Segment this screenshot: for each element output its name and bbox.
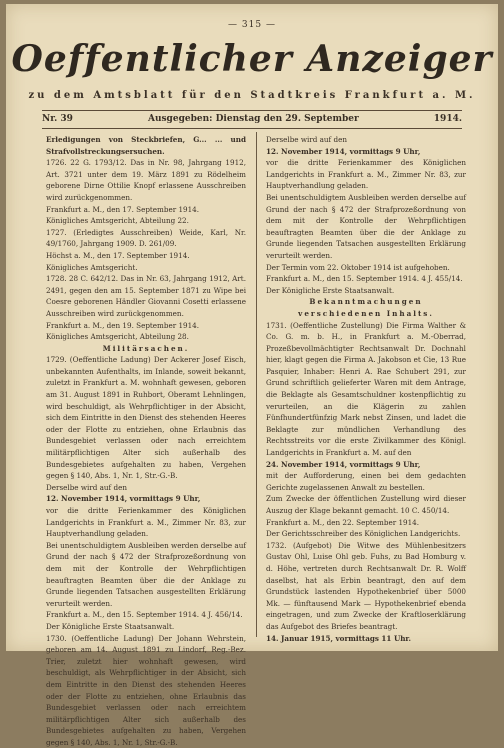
notice-paragraph: 1726. 22 G. 1793/12. Das in Nr. 98, Jahrgang 1912, Art. 3721 unter dem 19. März 1891 zu Rödelheim geborene Dirne Ottilie Knopf erlassene Ausschreiben wird zurückgenommen. — [46, 158, 246, 202]
notice-paragraph: 1729. (Oeffentliche Ladung) Der Ackerer Josef Eisch, unbekannten Aufenthalts, im Inlande, soweit bekannt, zuletzt in Frankfurt a. M. wohnhaft gewesen, geboren am 31. August 1891 in Ruhbort, Oberamt Lehnlingen, wird beschuldigt, als Wehrpflichtiger in der Absicht, sich dem Eintritte in den Dienst des stehenden Heeres oder der Flotte zu entziehen, ohne Erlaubnis das Bundesgebiet verlassen oder nach erreichtem militärpflichtigen Alter sich außerhalb des Bundesgebietes aufgehalten zu haben, Vergehen gegen § 140, Abs. 1, Nr. 1, Str.-G.-B. — [46, 355, 246, 481]
notice-paragraph: Erledigungen von Steckbriefen, G... ... und Strafvollstreckungsersuchen. — [46, 135, 246, 156]
notice-paragraph: Frankfurt a. M., den 15. September 1914. 4 J. 456/14. — [46, 610, 243, 620]
issue-number: Nr. 39 — [42, 114, 73, 124]
notice-paragraph: 12. November 1914, vormittags 9 Uhr, — [46, 494, 201, 504]
notice-paragraph: Königliches Amtsgericht. — [46, 262, 138, 272]
notice-paragraph: vor die dritte Ferienkammer des Königlichen Landgerichts in Frankfurt a. M., Zimmer Nr. 83, zur Hauptverhandlung geladen. — [266, 158, 466, 191]
notice-paragraph: Königliches Amtsgericht, Abteilung 22. — [46, 216, 189, 226]
notice-paragraph: 1730. (Oeffentliche Ladung) Der Johann Wehrstein, geboren am 14. August 1891 zu Lindorf, Reg.-Bez. Trier, zuletzt hier wohnhaft gewesen, wird beschuldigt, als Wehrpflichtiger in der Absicht, sich dem Eintritte in den Dienst des stehenden Heeres oder der Flotte zu entziehen, ohne Erlaubnis das Bundesgebiet verlassen oder nach erreichtem militärpflichtigen Alter sich außerhalb des Bundesgebietes aufgehalten zu haben, Vergehen gegen § 140, Abs. 1, Nr. 1, Str.-G.-B. — [46, 633, 246, 747]
section-heading: Bekanntmachungen verschiedenen Inhalts. — [298, 297, 434, 318]
column-divider — [256, 132, 257, 637]
notice-paragraph: 1728. 28 C. 642/12. Das in Nr. 63, Jahrgang 1912, Art. 2491, gegen den am 15. September 1871 zu Wipe bei Coesre geborenen Händler Giovanni Cosetti erlassene Ausschreiben wird zurückgenommen. — [46, 274, 246, 318]
notice-paragraph: Frankfurt a. M., den 19. September 1914. — [46, 320, 200, 330]
notice-paragraph: Der Königliche Erste Staatsanwalt. — [46, 621, 175, 631]
section-heading: Militärsachen. — [102, 343, 190, 353]
header-rule-top — [42, 110, 462, 111]
notice-paragraph: Bei unentschuldigtem Ausbleiben werden derselbe auf Grund der nach § 472 der Strafprozeßordnung von dem mit der Kontrolle der Wehrpflichtigen beauftragten Beamten über die der Anklage zu Grunde liegenden Tatsachen ausgestellten Erklärung verurteilt werden. — [266, 192, 466, 260]
notice-paragraph: Der Königliche Erste Staatsanwalt. — [266, 285, 395, 295]
notice-paragraph: Frankfurt a. M., den 17. September 1914. — [46, 204, 200, 214]
page-number: — 315 — — [228, 20, 276, 30]
page-title: Oeffentlicher Anzeiger — [11, 38, 493, 80]
notice-paragraph: Zum Zwecke der öffentlichen Zustellung wird dieser Auszug der Klage bekannt gemacht. 10 C. 450/14. — [266, 494, 466, 515]
issue-date: Ausgegeben: Dienstag den 29. September — [147, 114, 359, 124]
notice-paragraph: 1727. (Erledigtes Ausschreiben) Weide, Karl, Nr. 49/1760, Jahrgang 1909. D. 261/09. — [46, 227, 246, 249]
notice-paragraph: Frankfurt a. M., den 15. September 1914. 4 J. 455/14. — [266, 274, 463, 284]
newspaper-page — [6, 4, 498, 747]
notice-paragraph: vor die dritte Ferienkammer des Königlichen Landgerichts in Frankfurt a. M., Zimmer Nr. 83, zur Hauptverhandlung geladen. — [46, 506, 246, 539]
notice-paragraph: Der Gerichtsschreiber des Königlichen Landgerichts. — [266, 529, 461, 539]
left-column — [46, 134, 246, 747]
issue-line — [42, 114, 462, 124]
notice-paragraph: Bei unentschuldigtem Ausbleiben werden derselbe auf Grund der nach § 472 der Strafprozeßordnung von dem mit der Kontrolle der Wehrpflichtigen beauftragten Beamten über die der Anklage zu Grunde liegenden Tatsachen ausgestellten Erklärung verurteilt werden. — [46, 540, 246, 608]
issue-year: 1914. — [433, 114, 462, 124]
notice-paragraph: Höchst a. M., den 17. September 1914. — [46, 250, 190, 260]
notice-paragraph: Derselbe wird auf den — [46, 482, 127, 492]
notice-paragraph: Königliches Amtsgericht, Abteilung 28. — [46, 332, 189, 342]
right-column — [266, 134, 466, 643]
notice-paragraph: 12. November 1914, vormittags 9 Uhr, — [266, 146, 421, 156]
header-rule-bottom — [42, 128, 462, 129]
notice-paragraph: mit der Aufforderung, einen bei dem gedachten Gerichte zugelassenen Anwalt zu bestellen. — [266, 471, 466, 492]
notice-paragraph: 1731. (Oeffentliche Zustellung) Die Firma Walther & Co. G. m. b. H., in Frankfurt a. M.-Oberrad, Prozeßbevollmächtigter Rechtsanwalt Dr. Dochnahl hier, klagt gegen die Firma A. Jakobson et Cie, 13 Rue Pasquier, Inhaber: Henri A. Rae Schubert 291, zur Grund schriftlich gelieferter Waren mit dem Antrage, die Beklagte als Gesamtschuldner kostenpflichtig zu verurteilen, an die Klägerin zu zahlen Fünfhundertfünfzig Mark nebst Zinsen, und ladet die Beklagte zur mündlichen Verhandlung des Rechtsstreits vor die erste Zivilkammer des Königl. Landgerichts in Frankfurt a. M. auf den — [266, 320, 466, 458]
notice-paragraph: Frankfurt a. M., den 22. September 1914. — [266, 517, 420, 527]
notice-paragraph: Der Termin vom 22. Oktober 1914 ist aufgehoben. — [266, 262, 450, 272]
notice-paragraph: 1732. (Aufgebot) Die Witwe des Mühlenbesitzers Gustav Ohl, Luise Ohl geb. Fuhs, zu Bad Homburg v. d. Höhe, vertreten durch Rechtsanwalt Dr. R. Wolff daselbst, hat als Erbin beantragt, den auf dem Grundstück lastenden Hypothekenbrief über 5000 Mk. — fünftausend Mark — Hypothekenbrief ebenda eingetragen, und zum Zwecke der Kraftloserklärung das Aufgebot des Briefes beantragt. — [266, 540, 466, 631]
page-subtitle: zu dem Amtsblatt für den Stadtkreis Frankfurt a. M. — [28, 90, 476, 101]
notice-paragraph: 14. Januar 1915, vormittags 11 Uhr. — [266, 633, 412, 643]
notice-paragraph: Derselbe wird auf den — [266, 135, 347, 144]
notice-paragraph: 24. November 1914, vormittags 9 Uhr, — [266, 459, 421, 469]
